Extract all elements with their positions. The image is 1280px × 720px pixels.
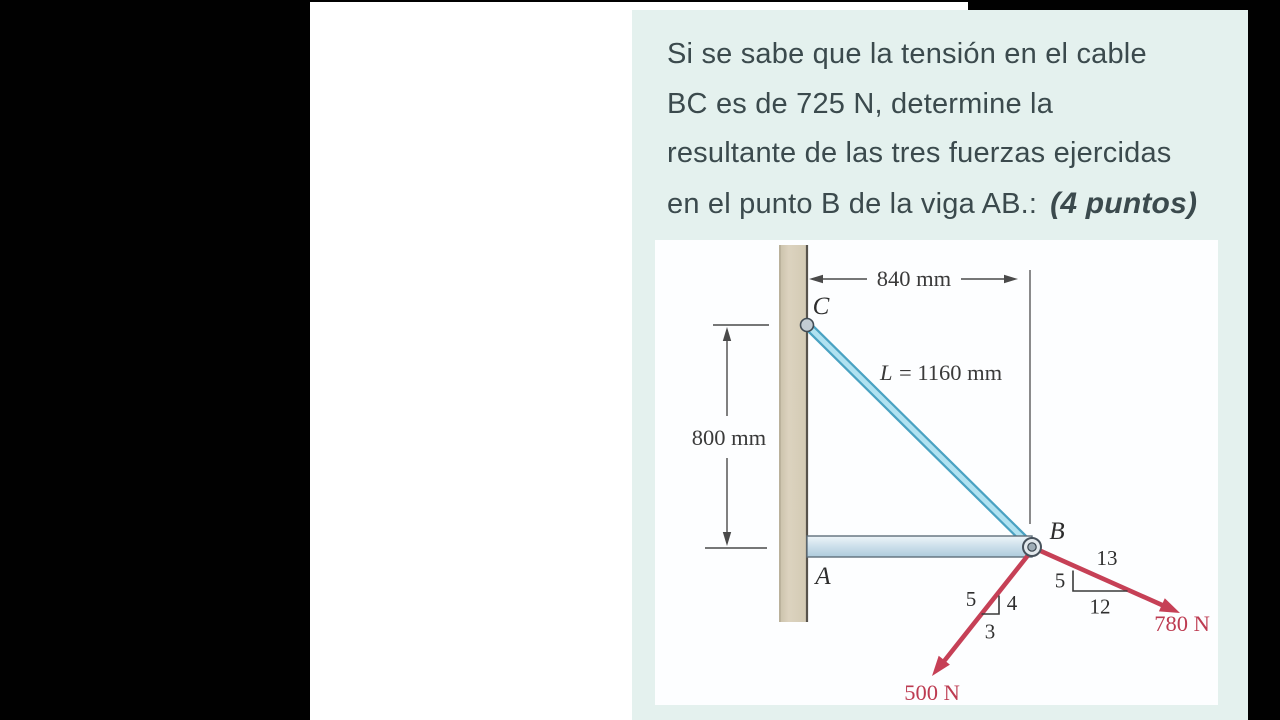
tri51213-hyp-label: 13: [1096, 546, 1118, 570]
dim-840-right-arrow: [1004, 275, 1018, 283]
problem-line-1: Si se sabe que la tensión en el cable: [667, 38, 1147, 70]
problem-line-3: resultante de las tres fuerzas ejercidas: [667, 137, 1172, 169]
point-a-label: A: [815, 563, 831, 590]
wall-post: [779, 245, 807, 622]
dim-840-label: 840 mm: [876, 266, 952, 291]
tri345-horizontal-label: 3: [984, 619, 996, 644]
dim-800-up-arrow: [723, 327, 731, 341]
problem-line-4-text: en el punto B de la viga AB.:: [667, 187, 1038, 220]
problem-statement: [667, 30, 1227, 229]
pin-b-inner: [1028, 543, 1036, 551]
point-c-label: C: [812, 293, 830, 320]
tri51213-vertical-label: 5: [1054, 568, 1066, 593]
mechanics-diagram: [655, 240, 1218, 705]
force-780-label: 780 N: [1154, 611, 1210, 636]
points-note: (4 puntos): [1050, 186, 1198, 220]
problem-line-4: [667, 179, 1227, 230]
dim-840-left-arrow: [809, 275, 823, 283]
tri345-hyp-label: 5: [965, 587, 977, 611]
point-b-label: B: [1049, 518, 1065, 545]
problem-panel: [632, 10, 1248, 720]
tri51213-horizontal-label: 12: [1089, 594, 1111, 619]
force-500-label: 500 N: [904, 680, 960, 705]
cable-length-symbol: L: [880, 360, 893, 385]
cable-length-value: = 1160 mm: [899, 360, 1003, 385]
beam-ab: [807, 536, 1032, 557]
cable-bc: [807, 325, 1031, 546]
problem-line-2: BC es de 725 N, determine la: [667, 87, 1054, 120]
content-card: [310, 2, 1210, 720]
pin-c: [801, 319, 814, 332]
diagram-svg: [655, 240, 1218, 705]
dim-800-label: 800 mm: [691, 425, 767, 450]
tri345-vertical-label: 4: [1006, 591, 1018, 615]
dim-800-down-arrow: [723, 532, 731, 546]
